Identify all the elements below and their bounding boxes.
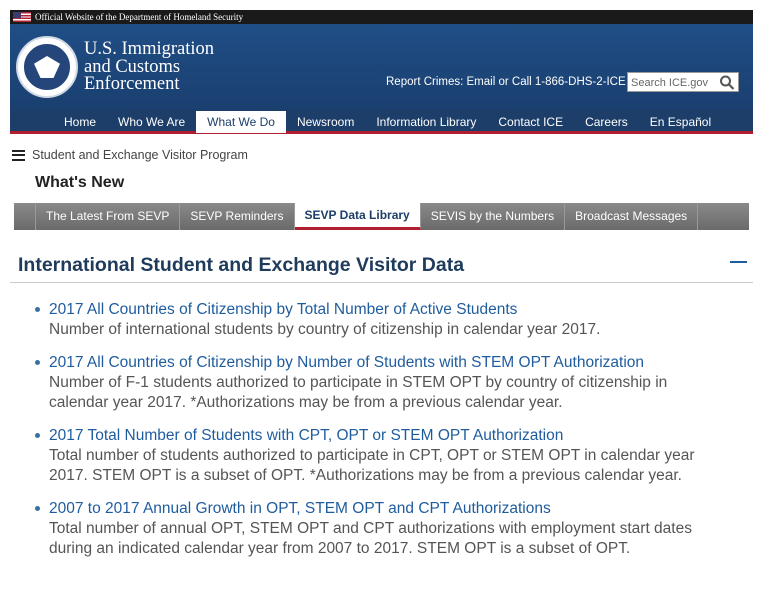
nav-what-we-do[interactable]: What We Do xyxy=(196,111,286,133)
search-input[interactable] xyxy=(628,74,720,92)
sub-tab-filler xyxy=(698,203,749,230)
nav-newsroom[interactable]: Newsroom xyxy=(296,115,355,129)
site-header xyxy=(10,24,753,110)
nav-careers[interactable]: Careers xyxy=(585,115,628,129)
official-text: Official Website of the Department of Homeland Security xyxy=(35,12,244,22)
data-description: Number of F-1 students authorized to participate in STEM OPT by country of citizenship in xyxy=(49,374,668,391)
report-crimes-link[interactable]: Report Crimes: Email or Call 1-866-DHS-2-ICE xyxy=(386,76,626,88)
nav-who-we-are[interactable]: Who We Are xyxy=(118,115,186,129)
tab-broadcast-messages[interactable]: Broadcast Messages xyxy=(565,203,698,230)
nav-information-library[interactable]: Information Library xyxy=(376,115,477,129)
bullet-icon xyxy=(35,360,40,365)
list-item xyxy=(34,499,734,559)
data-description: Total number of students authorized to participate in CPT, OPT or STEM OPT in calendar year xyxy=(49,447,695,464)
agency-line-2: and Customs xyxy=(84,56,181,77)
bullet-icon xyxy=(35,307,40,312)
page xyxy=(10,10,753,557)
section-divider xyxy=(10,282,753,283)
list-item xyxy=(34,426,734,486)
program-breadcrumb xyxy=(12,148,248,162)
collapse-minus-icon[interactable] xyxy=(730,261,747,263)
dhs-seal-logo[interactable] xyxy=(16,36,78,98)
data-description: calendar year 2017. *Authorizations may be from a previous calendar year. xyxy=(49,394,563,411)
list-item xyxy=(34,353,734,413)
data-description: 2017. STEM OPT is a subset of OPT. *Authorizations may be from a previous calendar year. xyxy=(49,467,682,484)
bullet-icon xyxy=(35,433,40,438)
agency-line-1: U.S. Immigration xyxy=(84,39,215,59)
list-item xyxy=(34,300,734,340)
search-box xyxy=(627,72,739,92)
us-flag-icon xyxy=(13,12,31,22)
search-icon[interactable] xyxy=(719,75,735,90)
data-link[interactable]: 2017 All Countries of Citizenship by Number of Students with STEM OPT Authorization xyxy=(49,354,645,371)
sub-tab-spacer xyxy=(14,203,36,230)
program-label[interactable]: Student and Exchange Visitor Program xyxy=(32,148,248,162)
hamburger-menu-icon[interactable] xyxy=(12,150,25,161)
page-title: What's New xyxy=(35,174,125,191)
agency-line-3: Enforcement xyxy=(84,74,180,94)
data-link[interactable]: 2017 All Countries of Citizenship by Total Number of Active Students xyxy=(49,301,518,318)
nav-en-espanol[interactable]: En Español xyxy=(649,115,712,129)
agency-name[interactable] xyxy=(84,41,214,94)
tab-latest-from-sevp[interactable]: The Latest From SEVP xyxy=(36,203,180,230)
bullet-icon xyxy=(35,506,40,511)
data-description: Number of international students by country of citizenship in calendar year 2017. xyxy=(49,321,601,338)
data-description: Total number of annual OPT, STEM OPT and CPT authorizations with employment start dates xyxy=(49,520,692,537)
nav-home[interactable]: Home xyxy=(64,115,97,129)
tab-sevis-by-the-numbers[interactable]: SEVIS by the Numbers xyxy=(421,203,565,230)
data-list xyxy=(34,300,734,572)
main-nav xyxy=(10,110,753,134)
data-link[interactable]: 2017 Total Number of Students with CPT, OPT or STEM OPT Authorization xyxy=(49,427,564,444)
section-title: International Student and Exchange Visitor Data xyxy=(18,254,465,276)
data-link[interactable]: 2007 to 2017 Annual Growth in OPT, STEM OPT and CPT Authorizations xyxy=(49,500,551,517)
official-banner xyxy=(10,10,753,24)
tab-sevp-data-library[interactable]: SEVP Data Library xyxy=(295,203,421,230)
tab-sevp-reminders[interactable]: SEVP Reminders xyxy=(180,203,294,230)
sub-tabs xyxy=(14,203,749,230)
nav-contact-ice[interactable]: Contact ICE xyxy=(498,115,564,129)
data-description: during an indicated calendar year from 2007 to 2017. STEM OPT is a subset of OPT. xyxy=(49,540,631,557)
